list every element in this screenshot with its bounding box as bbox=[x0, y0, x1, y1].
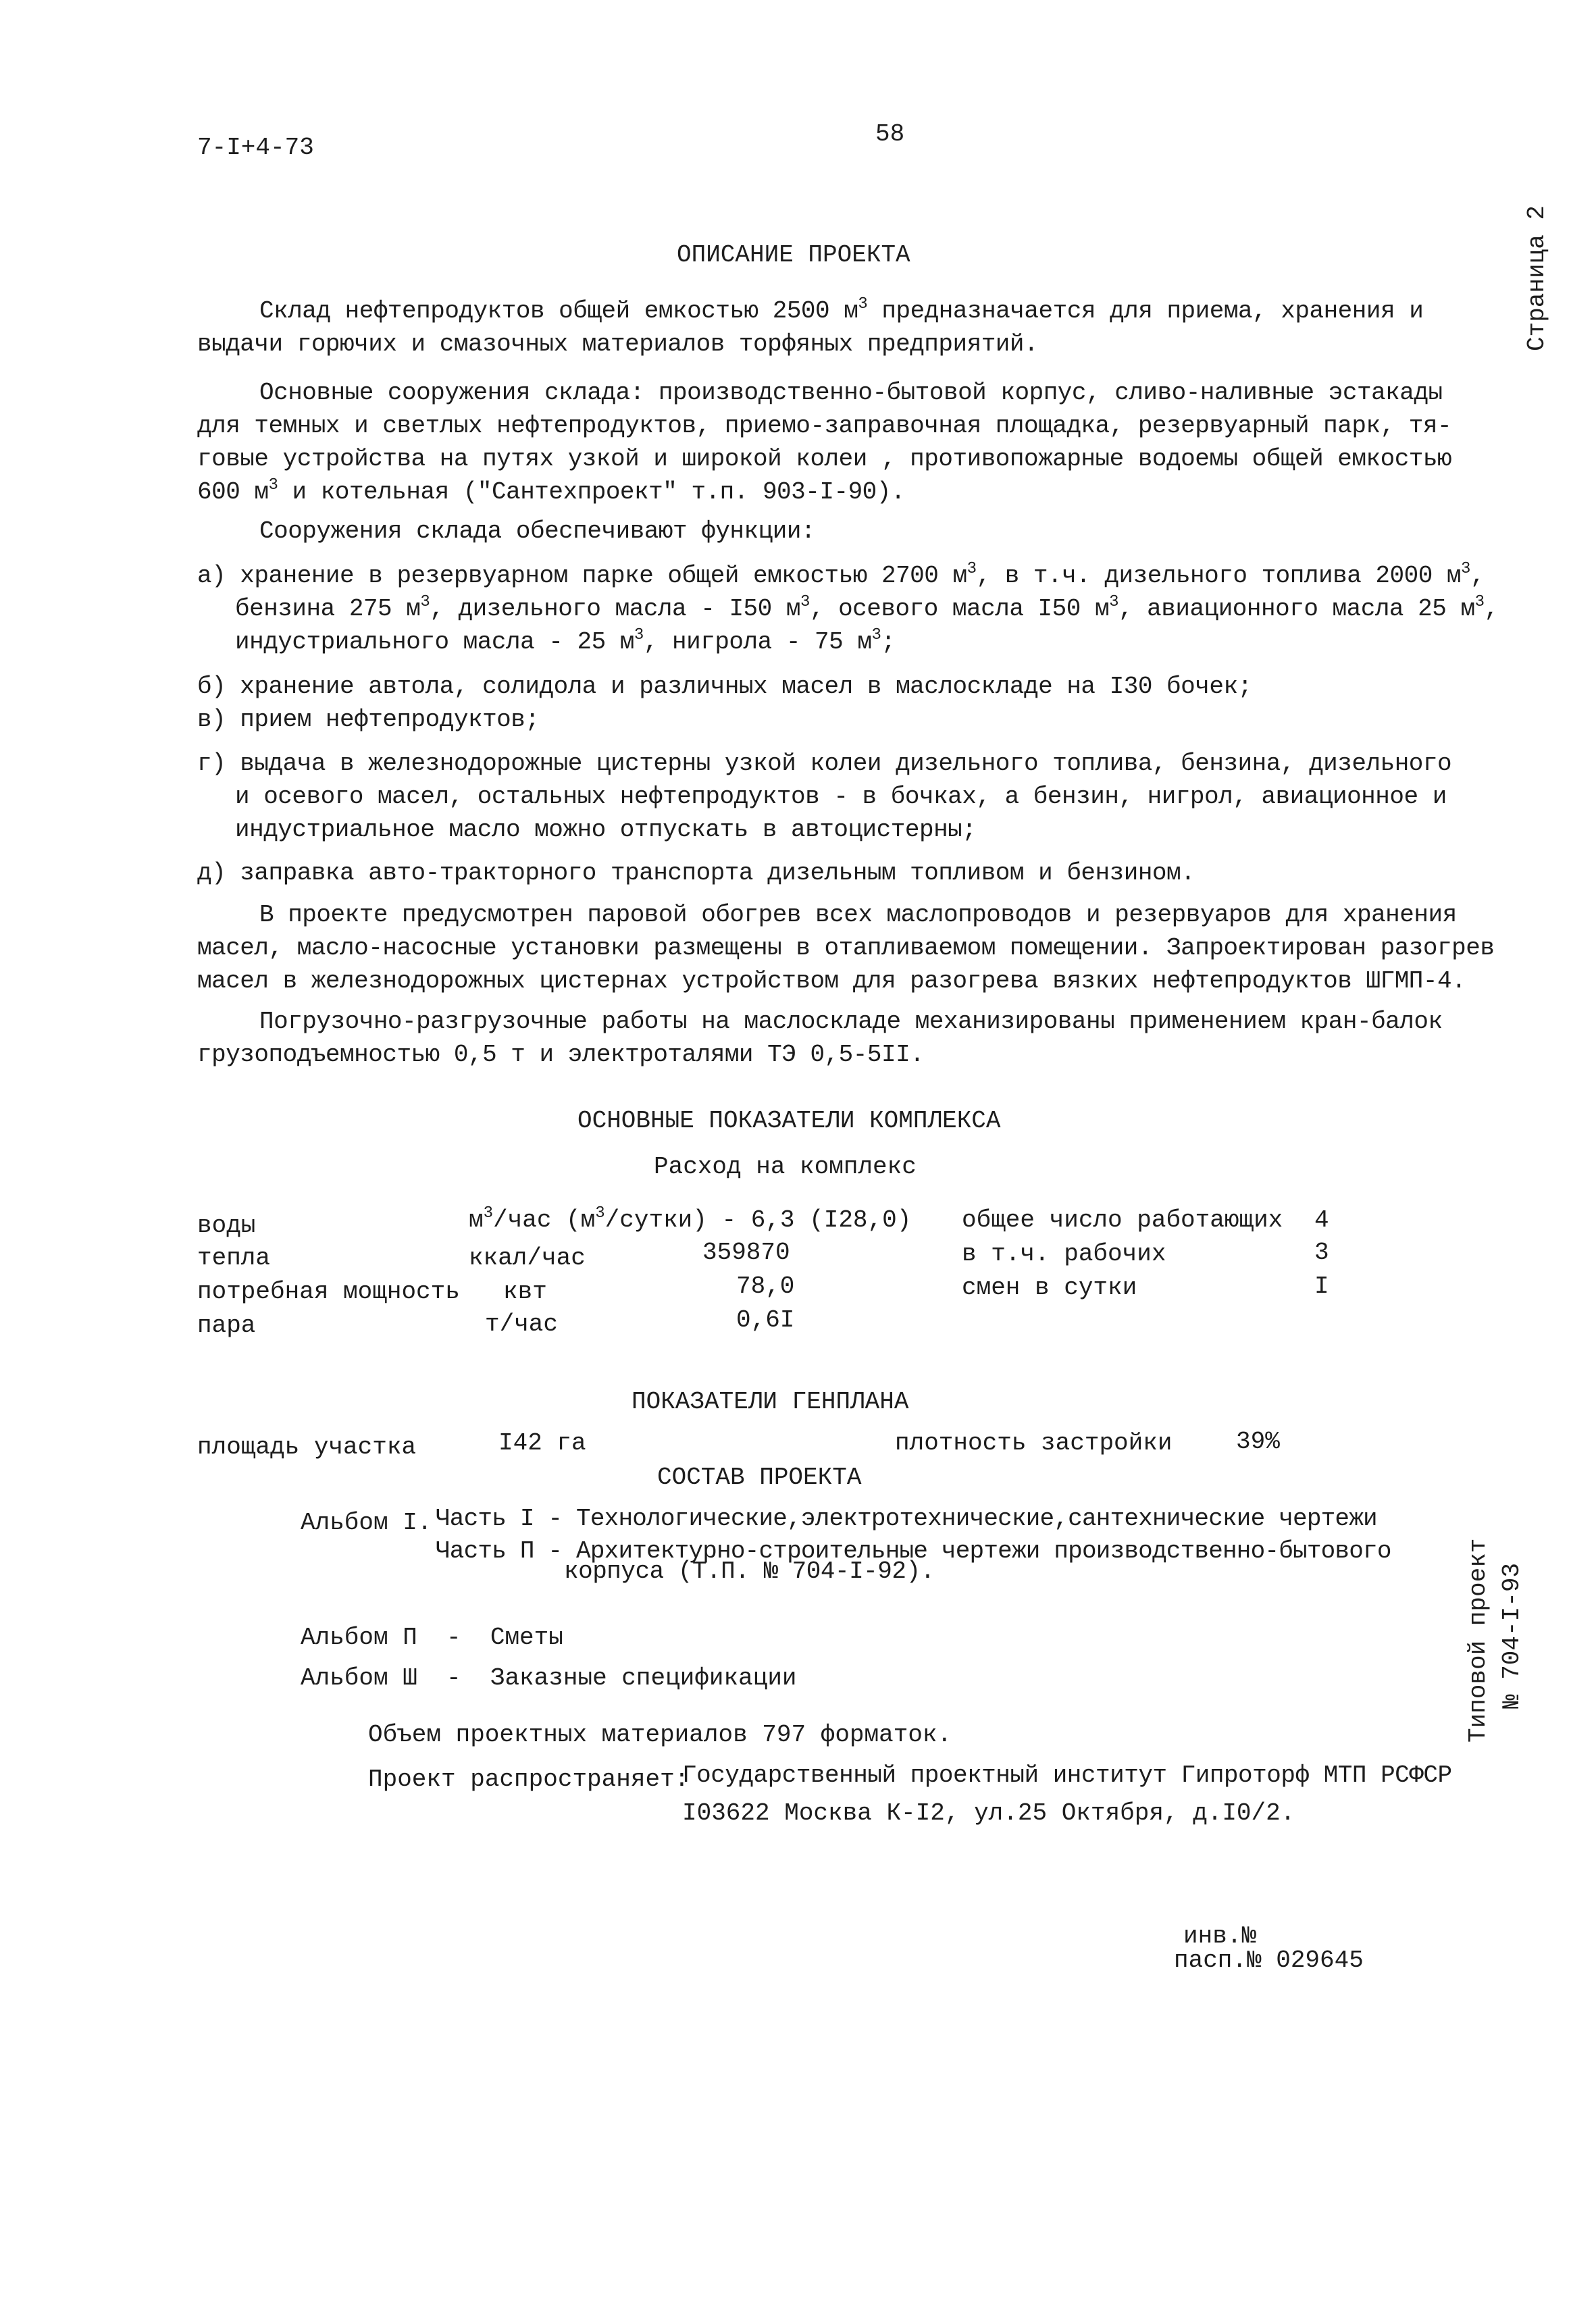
margin-page-label: Страница 2 bbox=[1523, 205, 1551, 351]
album-3: Альбом Ш - Заказные спецификации bbox=[301, 1664, 797, 1692]
page-number: 58 bbox=[875, 120, 905, 148]
description-paragraph-1: Склад нефтепродуктов общей емкостью 2500 $м^3$ предназначается для приема, хранения и выдачи горючих и смазочных материалов торфяных предприятий. bbox=[197, 295, 1424, 358]
description-title: ОПИСАНИЕ ПРОЕКТА bbox=[677, 241, 910, 269]
description-paragraph-3: Сооружения склада обеспечивают функции: bbox=[259, 517, 816, 545]
indicator-unit: ккал/час bbox=[469, 1244, 586, 1272]
indicator-right-value: 3 bbox=[1314, 1239, 1329, 1266]
function-item-d: г) выдача в железнодорожные цистерны узкой колеи дизельного топлива, бензина, дизельного и осевого масел, остальных нефтепродуктов - в бочках, а бензин, нигрол, авиационное и индустриальное масло можно отпускать в автоцистерны; bbox=[197, 750, 1452, 844]
indicator-name: потребная мощность bbox=[197, 1278, 460, 1306]
function-item-e: д) заправка авто-тракторного транспорта дизельным топливом и бензином. bbox=[197, 859, 1195, 887]
genplan-density-value: 39% bbox=[1236, 1428, 1280, 1456]
genplan-area-value: І42 га bbox=[498, 1429, 586, 1457]
distributor-line-1: Государственный проектный институт Гипроторф МТП РСФСР bbox=[682, 1762, 1452, 1789]
description-paragraph-5: Погрузочно-разгрузочные работы на маслоскладе механизированы применением кран-балок грузоподъемностью 0,5 т и электроталями ТЭ 0,5-5ІІ. bbox=[197, 1008, 1443, 1069]
indicator-name: воды bbox=[197, 1212, 256, 1239]
indicator-value: 359870 bbox=[702, 1239, 790, 1266]
inventory-number: инв.№ bbox=[1183, 1922, 1257, 1950]
album-1-part-2-line-2: корпуса (Т.П. № 704-І-92). bbox=[564, 1558, 935, 1585]
indicator-right-label: общее число работающих bbox=[962, 1206, 1283, 1234]
genplan-density-label: плотность застройки bbox=[895, 1429, 1173, 1457]
indicators-subtitle: Расход на комплекс bbox=[654, 1153, 917, 1181]
distributor-line-2: І03622 Москва К-І2, ул.25 Октября, д.І0/2. bbox=[682, 1799, 1295, 1827]
passport-number: пасп.№ 029645 bbox=[1174, 1947, 1364, 1974]
indicator-unit-value: $м^3$/час $(м^3/сутки) - 6,3$ (І28,0) bbox=[469, 1204, 912, 1234]
indicator-name: тепла bbox=[197, 1244, 271, 1272]
album-1-part-1: Часть І - Технологические,электротехнические,сантехнические чертежи bbox=[436, 1505, 1377, 1533]
indicator-right-label: смен в сутки bbox=[962, 1274, 1137, 1302]
margin-project-label-line1: Типовой проект bbox=[1464, 1538, 1492, 1743]
function-item-b: б) хранение автола, солидола и различных масел в маслоскладе на І30 бочек; bbox=[197, 673, 1252, 700]
indicator-right-label: в т.ч. рабочих bbox=[962, 1240, 1166, 1268]
distributor-label: Проект распространяет: bbox=[368, 1766, 690, 1793]
description-paragraph-2: Основные сооружения склада: производственно-бытовой корпус, сливо-наливные эстакады для темных и светлых нефтепродуктов, приемо-заправочная площадка, резервуарный парк, тя- говые устройства на путях узкой и широкой колеи , противопожарные водоемы общей емкостью 600 $м^3$ и котельная ("Сантехпроект" т.п. 903-І-90). bbox=[197, 379, 1452, 506]
margin-project-label-line2: № 704-І-93 bbox=[1498, 1562, 1526, 1709]
indicator-unit: т/час bbox=[485, 1310, 559, 1338]
indicator-right-value: 4 bbox=[1314, 1206, 1329, 1234]
genplan-area-label: площадь участка bbox=[197, 1433, 417, 1461]
indicator-name: пара bbox=[197, 1312, 256, 1339]
indicator-value: 78,0 bbox=[736, 1272, 795, 1300]
album-1-label: Альбом І. bbox=[301, 1509, 432, 1537]
function-item-c: в) прием нефтепродуктов; bbox=[197, 706, 540, 734]
project-volume: Объем проектных материалов 797 форматок. bbox=[368, 1721, 952, 1749]
indicator-unit: квт bbox=[503, 1278, 547, 1306]
description-paragraph-4: В проекте предусмотрен паровой обогрев всех маслопроводов и резервуаров для хранения масел, масло-насосные установки размещены в отапливаемом помещении. Запроектирован разогрев масел в железнодорожных цистернах устройством для разогрева вязких нефтепродуктов ШГМП-4. bbox=[197, 901, 1495, 995]
function-item-a: а) хранение в резервуарном парке общей емкостью 2700 $м^3$, в т.ч. дизельного топлива 2000 $м^3$, бензина 275 $м^3$, дизельного масла - І50 $м^3$, осевого масла І50 $м^3$, авиационного масла 25 $м^3$, индустриального масла - 25 $м^3$, нигрола - 75 $м^3$; bbox=[197, 560, 1499, 656]
indicator-value: 0,6І bbox=[736, 1306, 795, 1334]
album-1-part-2-line-1: Часть П - Архитектурно-строительные чертежи производственно-бытового bbox=[436, 1537, 1391, 1565]
indicator-right-value: І bbox=[1314, 1272, 1329, 1300]
album-2: Альбом П - Сметы bbox=[301, 1624, 563, 1651]
document-code: 7-І+4-73 bbox=[197, 134, 314, 161]
indicators-title: ОСНОВНЫЕ ПОКАЗАТЕЛИ КОМПЛЕКСА bbox=[577, 1107, 1001, 1135]
composition-title: СОСТАВ ПРОЕКТА bbox=[657, 1464, 862, 1491]
genplan-title: ПОКАЗАТЕЛИ ГЕНПЛАНА bbox=[632, 1388, 909, 1416]
